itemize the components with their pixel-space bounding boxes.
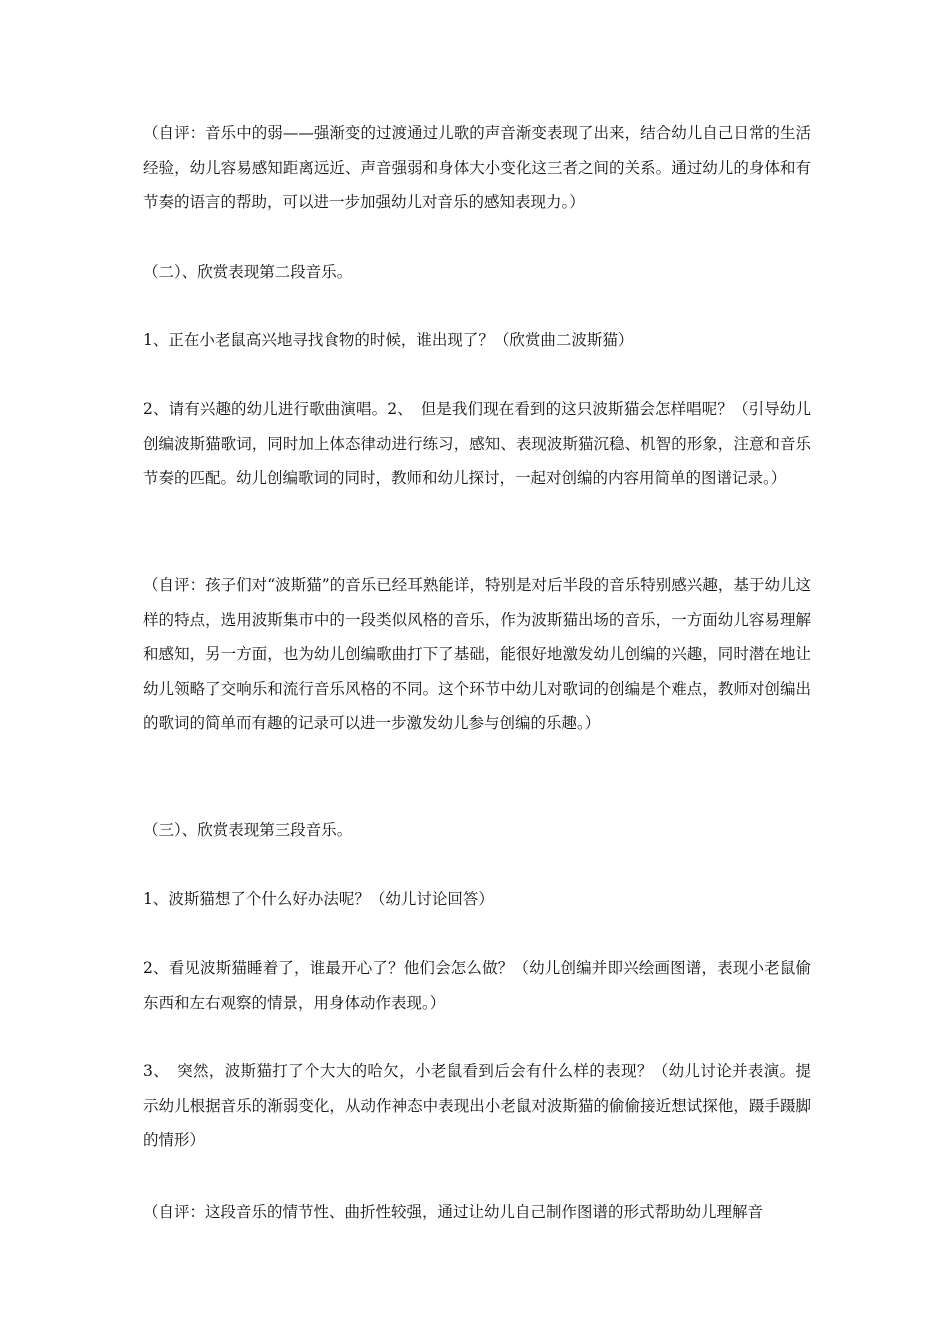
self-review-paragraph-1: （自评：音乐中的弱——强渐变的过渡通过儿歌的声音渐变表现了出来，结合幼儿自己日常的生活经验，幼儿容易感知距离远近、声音强弱和身体大小变化这三者之间的关系。通过幼儿的身体和有节奏的语言的帮助，可以进一步加强幼儿对音乐的感知表现力。）: [143, 124, 811, 211]
self-review-paragraph-3: （自评：这段音乐的情节性、曲折性较强，通过让幼儿自己制作图谱的形式帮助幼儿理解音: [143, 1203, 764, 1221]
section-heading-3: （三）、欣赏表现第三段音乐。: [143, 821, 353, 839]
section-heading-2: （二）、欣赏表现第二段音乐。: [143, 263, 353, 281]
step-paragraph-2-1: 1、正在小老鼠高兴地寻找食物的时候，谁出现了？（欣赏曲二波斯猫）: [143, 331, 634, 349]
step-paragraph-3-2: 2、看见波斯猫睡着了，谁最开心了？他们会怎么做？（幼儿创编并即兴绘画图谱，表现小老鼠偷东西和左右观察的情景，用身体动作表现。）: [143, 959, 811, 1012]
step-paragraph-3-3: 3、 突然，波斯猫打了个大大的哈欠，小老鼠看到后会有什么样的表现？（幼儿讨论并表演。提示幼儿根据音乐的渐弱变化，从动作神态中表现出小老鼠对波斯猫的偷偷接近想试探他，蹑手蹑脚的情形）: [143, 1062, 811, 1149]
step-paragraph-2-2: 2、请有兴趣的幼儿进行歌曲演唱。2、 但是我们现在看到的这只波斯猫会怎样唱呢？（引导幼儿创编波斯猫歌词，同时加上体态律动进行练习，感知、表现波斯猫沉稳、机智的形象，注意和音乐节奏的匹配。幼儿创编歌词的同时，教师和幼儿探讨，一起对创编的内容用简单的图谱记录。）: [143, 400, 811, 487]
self-review-paragraph-2: （自评：孩子们对“波斯猫”的音乐已经耳熟能详，特别是对后半段的音乐特别感兴趣，基于幼儿这样的特点，选用波斯集市中的一段类似风格的音乐，作为波斯猫出场的音乐，一方面幼儿容易理解和感知，另一方面，也为幼儿创编歌曲打下了基础，能很好地激发幼儿创编的兴趣，同时潜在地让幼儿领略了交响乐和流行音乐风格的不同。这个环节中幼儿对歌词的创编是个难点，教师对创编出的歌词的简单而有趣的记录可以进一步激发幼儿参与创编的乐趣。）: [143, 576, 811, 732]
step-paragraph-3-1: 1、波斯猫想了个什么好办法呢？（幼儿讨论回答）: [143, 890, 494, 908]
